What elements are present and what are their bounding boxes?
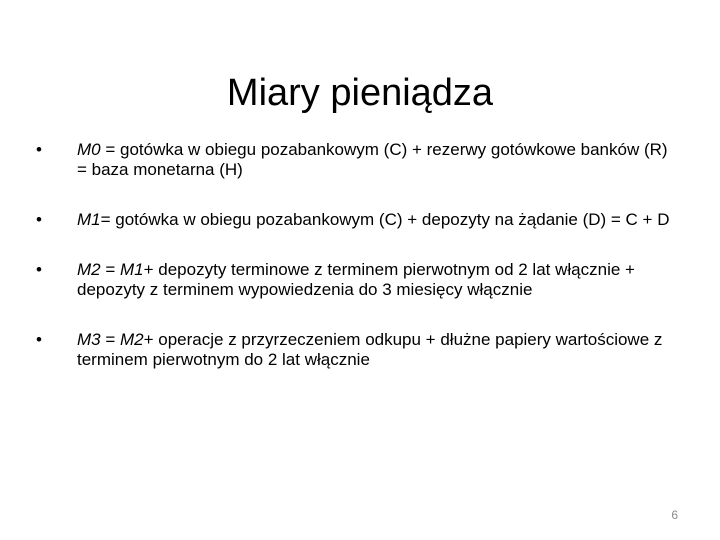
term-m1-ref: M1 — [120, 260, 144, 279]
definition-text: = gotówka w obiegu pozabankowym (C) + depozyty na żądanie (D) = C + D — [100, 210, 670, 229]
equals-text: = — [100, 260, 120, 279]
bullet-item-m0 — [32, 140, 672, 180]
definition-text: = gotówka w obiegu pozabankowym (C) + rezerwy gotówkowe banków (R) = baza monetarna (H) — [77, 140, 668, 179]
definition-text: + operacje z przyrzeczeniem odkupu + dłużne papiery wartościowe z terminem pierwotnym do 2 lat włącznie — [77, 330, 663, 369]
bullet-item-m3 — [32, 330, 672, 370]
bullet-marker: • — [36, 330, 42, 349]
term-m0: M0 — [77, 140, 101, 159]
equals-text: = — [100, 330, 120, 349]
bullet-item-m2 — [32, 260, 672, 300]
term-m2-ref: M2 — [120, 330, 144, 349]
definition-text: + depozyty terminowe z terminem pierwotnym od 2 lat włącznie + depozyty z terminem wypowiedzenia do 3 miesięcy włącznie — [77, 260, 635, 299]
page-number: 6 — [671, 508, 678, 522]
bullet-marker: • — [36, 140, 42, 159]
bullet-item-m1 — [32, 210, 672, 230]
bullet-marker: • — [36, 260, 42, 279]
bullet-list — [32, 140, 672, 370]
term-m1: M1 — [77, 210, 101, 229]
slide-title: Miary pieniądza — [226, 72, 494, 115]
term-m2: M2 — [77, 260, 101, 279]
term-m3: M3 — [77, 330, 101, 349]
bullet-marker: • — [36, 210, 42, 229]
